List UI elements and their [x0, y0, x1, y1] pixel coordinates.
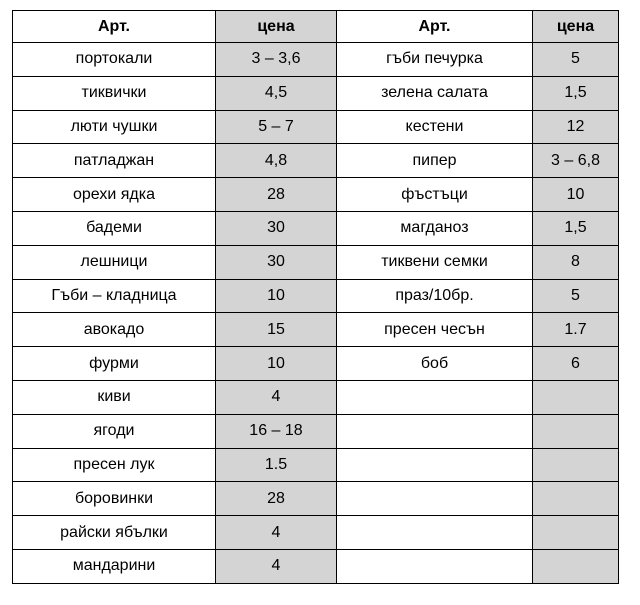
price-cell: 5 [533, 279, 619, 313]
article-name-cell: фурми [13, 347, 216, 381]
article-name-cell: райски ябълки [13, 516, 216, 550]
article-name-cell: магданоз [337, 211, 533, 245]
article-name-cell: кестени [337, 110, 533, 144]
price-cell: 12 [533, 110, 619, 144]
article-name-cell [337, 414, 533, 448]
price-cell: 5 – 7 [216, 110, 337, 144]
price-cell: 4,8 [216, 144, 337, 178]
table-row [13, 279, 619, 313]
table-body [13, 43, 619, 584]
article-name-cell: портокали [13, 43, 216, 77]
article-name-cell: люти чушки [13, 110, 216, 144]
article-name-cell: мандарини [13, 549, 216, 583]
article-name-cell: фъстъци [337, 178, 533, 212]
article-name-cell: бадеми [13, 211, 216, 245]
table-row [13, 313, 619, 347]
price-cell: 16 – 18 [216, 414, 337, 448]
price-cell: 3 – 3,6 [216, 43, 337, 77]
table-row [13, 482, 619, 516]
price-cell: 30 [216, 211, 337, 245]
price-cell: 4,5 [216, 76, 337, 110]
price-cell: 10 [216, 347, 337, 381]
price-cell: 1.7 [533, 313, 619, 347]
price-cell: 28 [216, 482, 337, 516]
article-name-cell: патладжан [13, 144, 216, 178]
table-row [13, 347, 619, 381]
article-name-cell [337, 448, 533, 482]
price-cell: 6 [533, 347, 619, 381]
price-cell: 1,5 [533, 76, 619, 110]
price-cell: 4 [216, 516, 337, 550]
article-name-cell: киви [13, 380, 216, 414]
table-row [13, 380, 619, 414]
price-cell: 28 [216, 178, 337, 212]
table-row [13, 448, 619, 482]
table-row [13, 110, 619, 144]
price-cell [533, 380, 619, 414]
table-row [13, 43, 619, 77]
article-name-cell: пресен чесън [337, 313, 533, 347]
article-name-cell: тиквички [13, 76, 216, 110]
price-cell: 4 [216, 380, 337, 414]
article-name-cell: гъби печурка [337, 43, 533, 77]
price-cell: 5 [533, 43, 619, 77]
price-cell [533, 414, 619, 448]
header-price-1: цена [216, 11, 337, 43]
article-name-cell: лешници [13, 245, 216, 279]
article-name-cell: авокадо [13, 313, 216, 347]
article-name-cell: пресен лук [13, 448, 216, 482]
article-name-cell: зелена салата [337, 76, 533, 110]
article-name-cell [337, 516, 533, 550]
price-cell: 4 [216, 549, 337, 583]
price-cell: 30 [216, 245, 337, 279]
article-name-cell: боб [337, 347, 533, 381]
table-row [13, 414, 619, 448]
price-cell: 1.5 [216, 448, 337, 482]
price-cell: 8 [533, 245, 619, 279]
table-row [13, 516, 619, 550]
price-cell: 15 [216, 313, 337, 347]
header-price-2: цена [533, 11, 619, 43]
price-cell: 10 [216, 279, 337, 313]
table-row [13, 144, 619, 178]
table-row [13, 76, 619, 110]
article-name-cell: орехи ядка [13, 178, 216, 212]
article-name-cell: пипер [337, 144, 533, 178]
price-cell: 1,5 [533, 211, 619, 245]
table-row [13, 245, 619, 279]
table-row [13, 211, 619, 245]
table-header-row [13, 11, 619, 43]
header-article-2: Арт. [337, 11, 533, 43]
table-row [13, 549, 619, 583]
header-article-1: Арт. [13, 11, 216, 43]
price-cell [533, 448, 619, 482]
table-row [13, 178, 619, 212]
article-name-cell [337, 549, 533, 583]
price-cell [533, 549, 619, 583]
price-cell: 3 – 6,8 [533, 144, 619, 178]
price-table [12, 10, 619, 584]
article-name-cell [337, 380, 533, 414]
price-cell [533, 516, 619, 550]
article-name-cell: праз/10бр. [337, 279, 533, 313]
article-name-cell: ягоди [13, 414, 216, 448]
article-name-cell: Гъби – кладница [13, 279, 216, 313]
article-name-cell [337, 482, 533, 516]
price-cell [533, 482, 619, 516]
article-name-cell: тиквени семки [337, 245, 533, 279]
price-cell: 10 [533, 178, 619, 212]
article-name-cell: боровинки [13, 482, 216, 516]
